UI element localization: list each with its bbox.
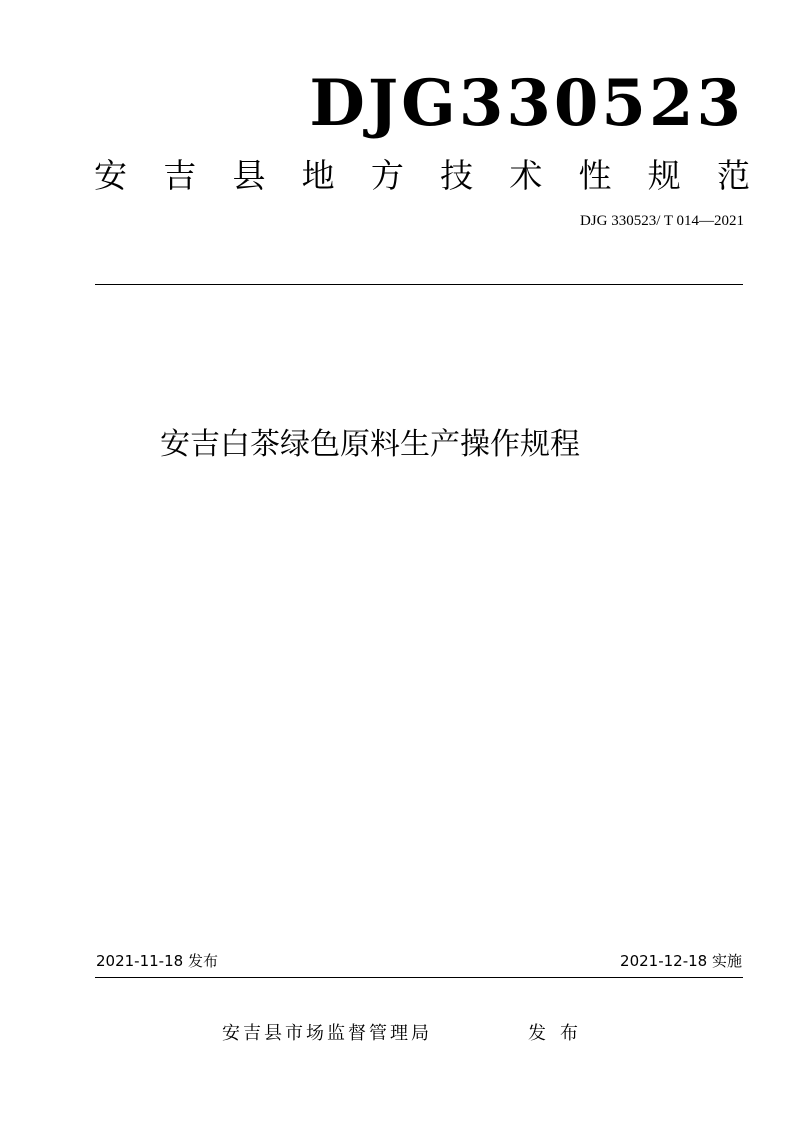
spec-type-char: 方 [370,156,404,195]
top-divider [95,284,743,285]
release-date: 2021-11-18 发布 [96,952,218,970]
spec-type-char: 县 [232,156,266,195]
spec-type-heading [94,154,750,198]
spec-type-char: 吉 [163,156,197,195]
implementation-date: 2021-12-18 实施 [620,952,742,970]
spec-type-char: 术 [509,156,543,195]
document-number: DJG 330523/ T 014—2021 [579,213,744,229]
spec-type-char: 性 [578,156,612,195]
bottom-divider [95,977,743,978]
issuing-authority: 安吉县市场监督管理局 [222,1023,432,1044]
spec-type-char: 范 [716,156,750,195]
spec-type-char: 规 [647,156,681,195]
issue-label: 发布 [528,1023,592,1044]
document-title: 安吉白茶绿色原料生产操作规程 [160,427,580,462]
spec-type-char: 地 [301,156,335,195]
standard-code: DJG330523 [309,66,744,141]
spec-type-char: 安 [94,156,127,195]
spec-type-char: 技 [440,156,474,195]
